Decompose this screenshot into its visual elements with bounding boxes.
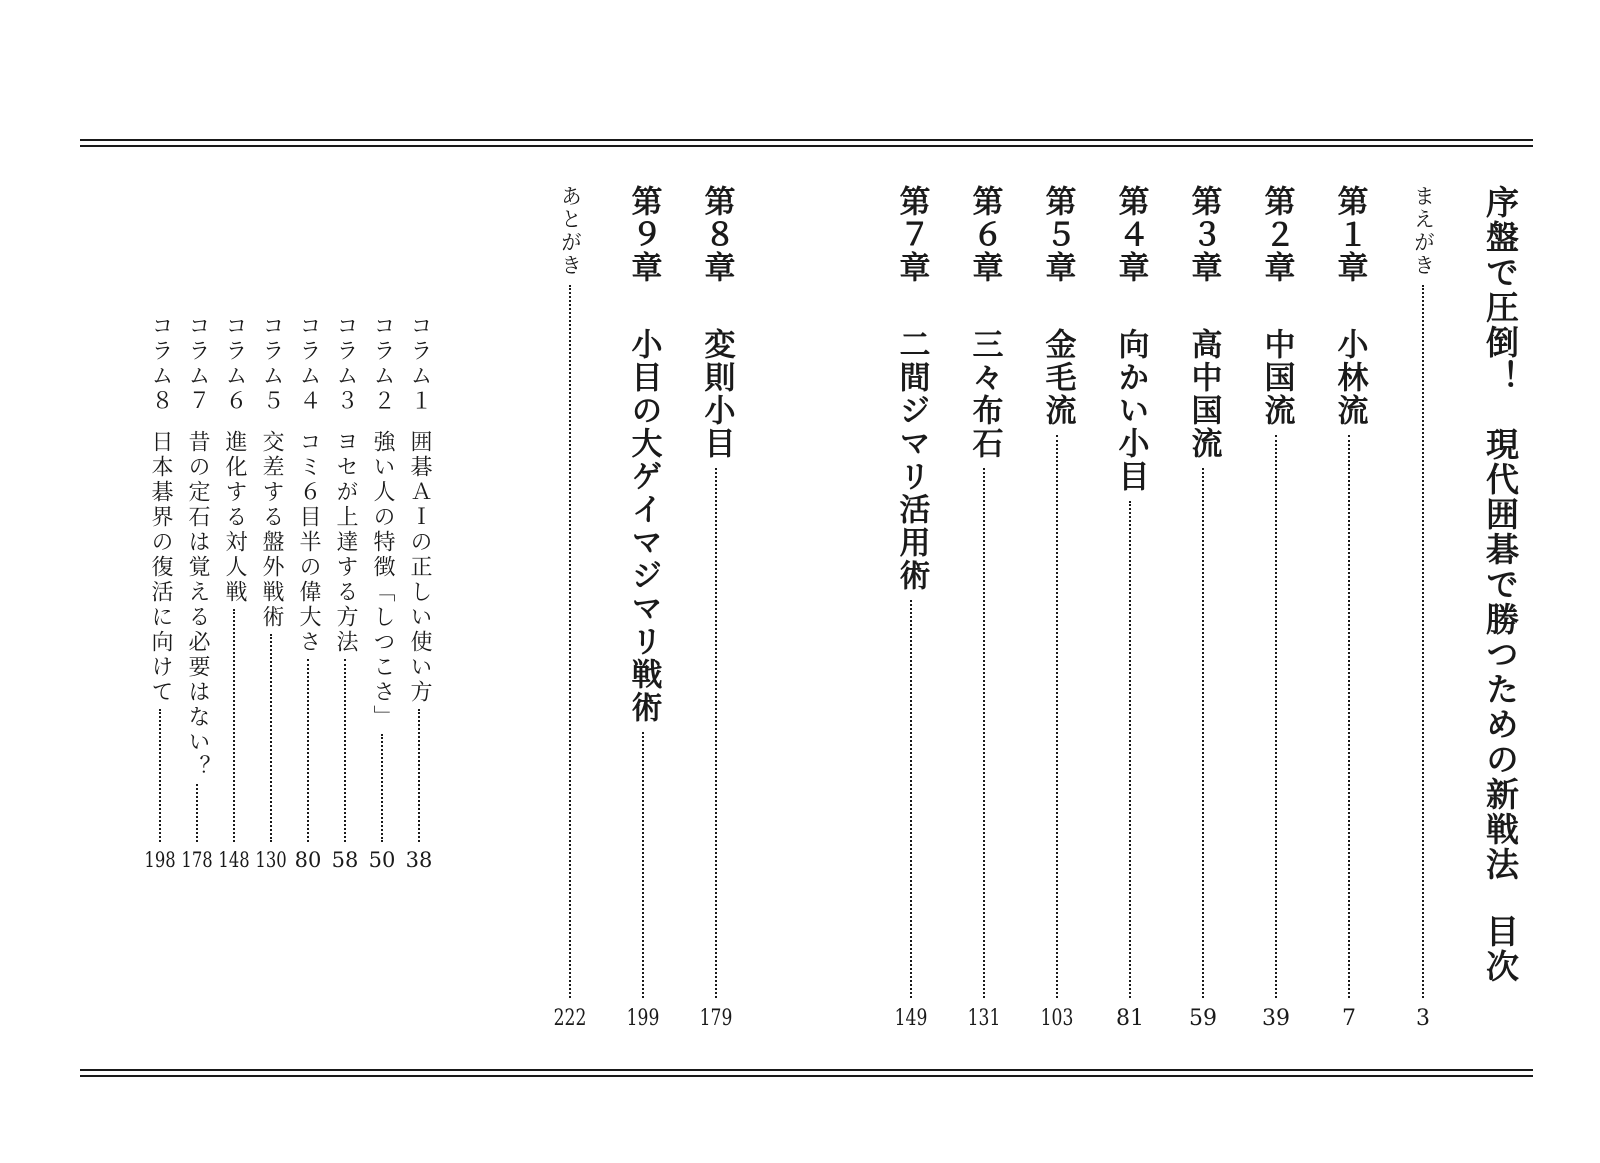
dot-leader (1422, 285, 1424, 998)
page-number: 149 (894, 1006, 928, 1031)
column-title: 日本碁界の復活に向けて (148, 430, 173, 705)
preface-label: まえがき (1411, 185, 1436, 277)
column-label: コラム６ (222, 314, 247, 414)
column-title: 囲碁ＡＩの正しい使い方 (407, 430, 432, 705)
dot-leader (159, 709, 161, 842)
dot-leader (344, 659, 346, 842)
chapter-title: 高中国流 (1185, 328, 1222, 460)
chapter-number: 第９章 (625, 185, 662, 284)
bottom-rule-inner (80, 1069, 1533, 1071)
toc-entry-chapter-3[interactable] (1180, 185, 1226, 1030)
book-title (1473, 185, 1520, 984)
chapter-number: 第８章 (698, 185, 735, 284)
dot-leader (642, 732, 644, 998)
page-number: 130 (255, 848, 287, 872)
page-number: 198 (144, 848, 176, 872)
toc-entry-preface[interactable] (1405, 185, 1441, 1030)
page-number: 222 (553, 1006, 587, 1031)
dot-leader (1275, 435, 1277, 998)
toc-entry-chapter-1[interactable] (1326, 185, 1372, 1030)
toc-entry-column-8[interactable] (143, 314, 177, 871)
page-number: 179 (699, 1006, 733, 1031)
chapter-title: 変則小目 (698, 328, 735, 460)
chapter-title: 向かい小目 (1112, 328, 1149, 493)
dot-leader (715, 468, 717, 998)
chapter-title: 三々布石 (966, 328, 1003, 460)
page-number: 59 (1189, 1006, 1217, 1031)
toc-entry-chapter-2[interactable] (1253, 185, 1299, 1030)
page-number: 199 (626, 1006, 660, 1031)
book-title-main: 序盤で圧倒！ (1481, 185, 1520, 395)
toc-entry-column-2[interactable] (365, 314, 399, 871)
dot-leader (1202, 468, 1204, 998)
page-number: 103 (1040, 1006, 1074, 1031)
book-title-toc: 目次 (1481, 914, 1520, 984)
column-label: コラム２ (370, 314, 395, 414)
chapter-title: 小目の大ゲイマジマリ戦術 (625, 328, 662, 724)
toc-entry-chapter-5[interactable] (1034, 185, 1080, 1030)
dot-leader (910, 600, 912, 998)
toc-entry-column-1[interactable] (402, 314, 436, 871)
book-title-sub: 現代囲碁で勝つための新戦法 (1481, 427, 1520, 882)
dot-leader (270, 634, 272, 842)
toc-entry-afterword[interactable] (552, 185, 588, 1030)
dot-leader (983, 468, 985, 998)
page-number: 58 (331, 848, 359, 872)
page-number: 50 (368, 848, 396, 872)
column-label: コラム７ (185, 314, 210, 414)
dot-leader (233, 609, 235, 842)
chapter-number: 第１章 (1331, 185, 1368, 284)
toc-entry-chapter-7[interactable] (888, 185, 934, 1030)
top-rule-inner (80, 145, 1533, 147)
dot-leader (307, 659, 309, 842)
dot-leader (1129, 501, 1131, 998)
page-number: 148 (218, 848, 250, 872)
chapter-number: 第６章 (966, 185, 1003, 284)
column-title: 昔の定石は覚える必要はない？ (185, 430, 210, 780)
column-label: コラム８ (148, 314, 173, 414)
page-number: 131 (967, 1006, 1001, 1031)
dot-leader (418, 709, 420, 842)
column-title: 交差する盤外戦術 (259, 430, 284, 630)
toc-entry-column-4[interactable] (291, 314, 325, 871)
chapter-number: 第２章 (1258, 185, 1295, 284)
column-label: コラム３ (333, 314, 358, 414)
page-number: 39 (1262, 1006, 1290, 1031)
toc-entry-column-5[interactable] (254, 314, 288, 871)
page-number: 178 (181, 848, 213, 872)
dot-leader (1348, 435, 1350, 998)
column-label: コラム５ (259, 314, 284, 414)
dot-leader (1056, 435, 1058, 998)
column-label: コラム４ (296, 314, 321, 414)
toc-entry-chapter-9[interactable] (620, 185, 666, 1030)
column-title: コミ６目半の偉大さ (296, 430, 321, 655)
page-number: 80 (294, 848, 322, 872)
chapter-number: 第７章 (893, 185, 930, 284)
chapter-number: 第４章 (1112, 185, 1149, 284)
page-number: 81 (1116, 1006, 1144, 1031)
dot-leader (569, 285, 571, 998)
dot-leader (196, 784, 198, 842)
page-number: 38 (405, 848, 433, 872)
chapter-number: 第３章 (1185, 185, 1222, 284)
toc-entry-column-3[interactable] (328, 314, 362, 871)
dot-leader (381, 734, 383, 842)
page-number: 7 (1342, 1006, 1356, 1031)
column-title: 進化する対人戦 (222, 430, 247, 605)
afterword-label: あとがき (558, 185, 583, 277)
column-title: 強い人の特徴「しつこさ」 (370, 430, 395, 730)
column-label: コラム１ (407, 314, 432, 414)
chapter-title: 小林流 (1331, 328, 1368, 427)
chapter-title: 二間ジマリ活用術 (893, 328, 930, 592)
chapter-number: 第５章 (1039, 185, 1076, 284)
page-number: 3 (1416, 1006, 1430, 1031)
toc-entry-chapter-8[interactable] (693, 185, 739, 1030)
top-rule (80, 139, 1533, 141)
toc-entry-chapter-6[interactable] (961, 185, 1007, 1030)
chapter-title: 中国流 (1258, 328, 1295, 427)
toc-entry-column-7[interactable] (180, 314, 214, 871)
bottom-rule (80, 1075, 1533, 1077)
chapter-title: 金毛流 (1039, 328, 1076, 427)
column-title: ヨセが上達する方法 (333, 430, 358, 655)
toc-entry-chapter-4[interactable] (1107, 185, 1153, 1030)
toc-entry-column-6[interactable] (217, 314, 251, 871)
